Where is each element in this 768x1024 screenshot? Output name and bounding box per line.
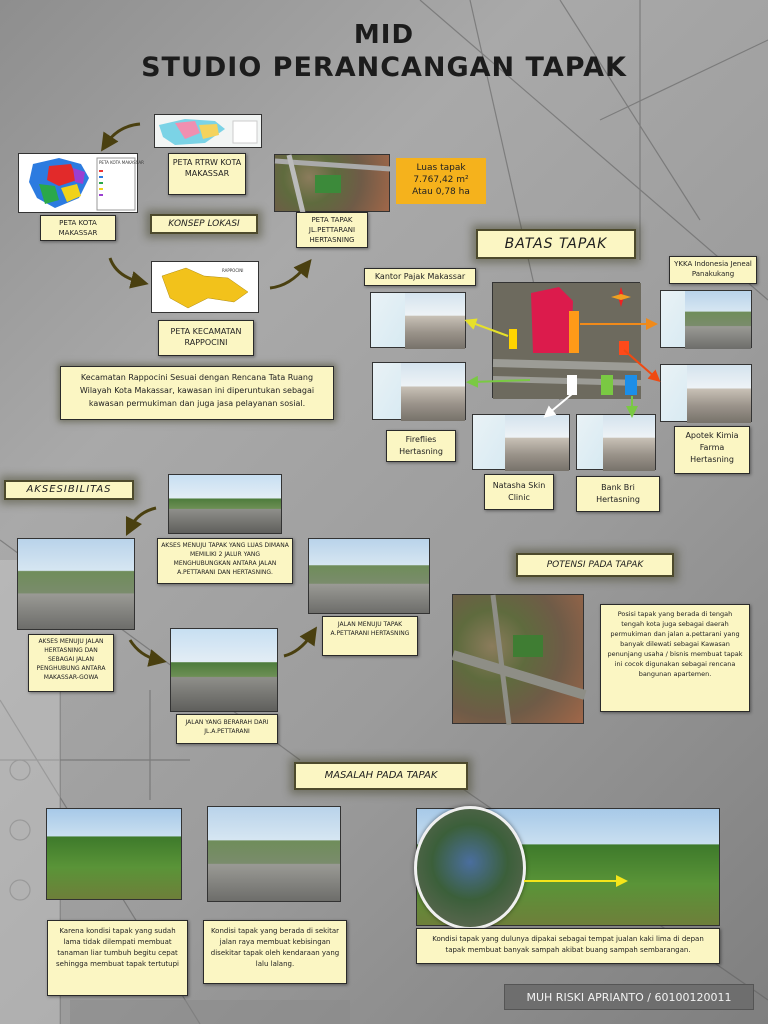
title-studio: STUDIO PERANCANGAN TAPAK (141, 52, 627, 83)
masalah-arrow (520, 874, 630, 888)
peta-kota-label: PETA KOTA MAKASSAR (40, 215, 116, 241)
masalah-photo-3-inset (414, 806, 526, 930)
masalah-photo-2 (207, 806, 341, 902)
masalah-photo-1 (46, 808, 182, 900)
bank-bri-label: Bank Bri Hertasning (576, 476, 660, 512)
masalah-caption-1: Karena kondisi tapak yang sudah lama tidak dilempati membuat tanaman liar tumbuh begitu cepat sehingga membuat tapak tertutupi (47, 920, 188, 996)
peta-kecamatan-label: PETA KECAMATAN RAPPOCINI (158, 320, 254, 356)
apotek-label: Apotek Kimia Farma Hertasning (674, 426, 750, 474)
luas-tapak-area-ha: Atau 0,78 ha (412, 187, 470, 197)
peta-rtrw-label: PETA RTRW KOTA MAKASSAR (168, 153, 246, 195)
konsep-lokasi-description: Kecamatan Rappocini Sesuai dengan Rencana Tata Ruang Wilayah Kota Makassar, kawasan ini diperuntukan sebagai kawasan permukiman dan juga jasa pelayanan sosial. (60, 366, 334, 420)
natasha-label: Natasha Skin Clinic (484, 474, 554, 510)
masalah-heading: MASALAH PADA TAPAK (294, 762, 468, 790)
title-mid: MID (353, 20, 415, 50)
aksesibilitas-caption-bottom: JALAN YANG BERARAH DARI JL.A.PETTARANI (176, 714, 278, 744)
potensi-heading: POTENSI PADA TAPAK (516, 553, 674, 577)
aksesibilitas-caption-top: AKSES MENUJU TAPAK YANG LUAS DIMANA MEMILIKI 2 JALUR YANG MENGHUBUNGKAN ANTARA JALAN A.PETTARANI DAN HERTASNING. (157, 538, 293, 584)
peta-kota-map-title: PETA KOTA MAKASSAR (99, 160, 144, 165)
potensi-aerial-photo (452, 594, 584, 724)
ykka-label: YKKA Indonesia Jeneal Panakukang (669, 256, 757, 284)
peta-tapak-label: PETA TAPAK JL.PETTARANI HERTASNING (296, 212, 368, 248)
masalah-caption-2: Kondisi tapak yang berada di sekitar jalan raya membuat kebisingan disekitar tapak oleh kendaraan yang lalu lalang. (203, 920, 347, 984)
peta-kecamatan-map-title: RAPPOCINI (222, 268, 244, 273)
kantor-pajak-label: Kantor Pajak Makassar (364, 268, 476, 286)
luas-tapak-area-m2: 7.767,42 m² (413, 175, 469, 185)
fireflies-label: Fireflies Hertasning (386, 430, 456, 462)
batas-tapak-heading: BATAS TAPAK (476, 229, 636, 259)
luas-tapak-title: Luas tapak (416, 163, 466, 173)
batas-arrows (0, 0, 768, 480)
aksesibilitas-caption-left: AKSES MENUJU JALAN HERTASNING DAN SEBAGAI JALAN PENGHUBUNG ANTARA MAKASSAR-GOWA (28, 634, 114, 692)
aksesibilitas-heading: AKSESIBILITAS (4, 480, 134, 500)
konsep-lokasi-heading: KONSEP LOKASI (150, 214, 258, 234)
masalah-caption-3: Kondisi tapak yang dulunya dipakai sebagai tempat jualan kaki lima di depan tapak membuat banyak sampah akibat buang sampah sembarangan. (416, 928, 720, 964)
potensi-description: Posisi tapak yang berada di tengah tengah kota juga sebagai daerah permukiman dan jalan a.pettarani yang banyak dilewati sebagai Kawasan penunjang usaha / bisnis membuat tapak ini cocok digunakan sebagai rencana bangunan apartemen. (600, 604, 750, 712)
aksesibilitas-caption-right: JALAN MENUJU TAPAK A.PETTARANI HERTASNING (322, 616, 418, 656)
author-credit: MUH RISKI APRIANTO / 60100120011 (504, 984, 754, 1010)
